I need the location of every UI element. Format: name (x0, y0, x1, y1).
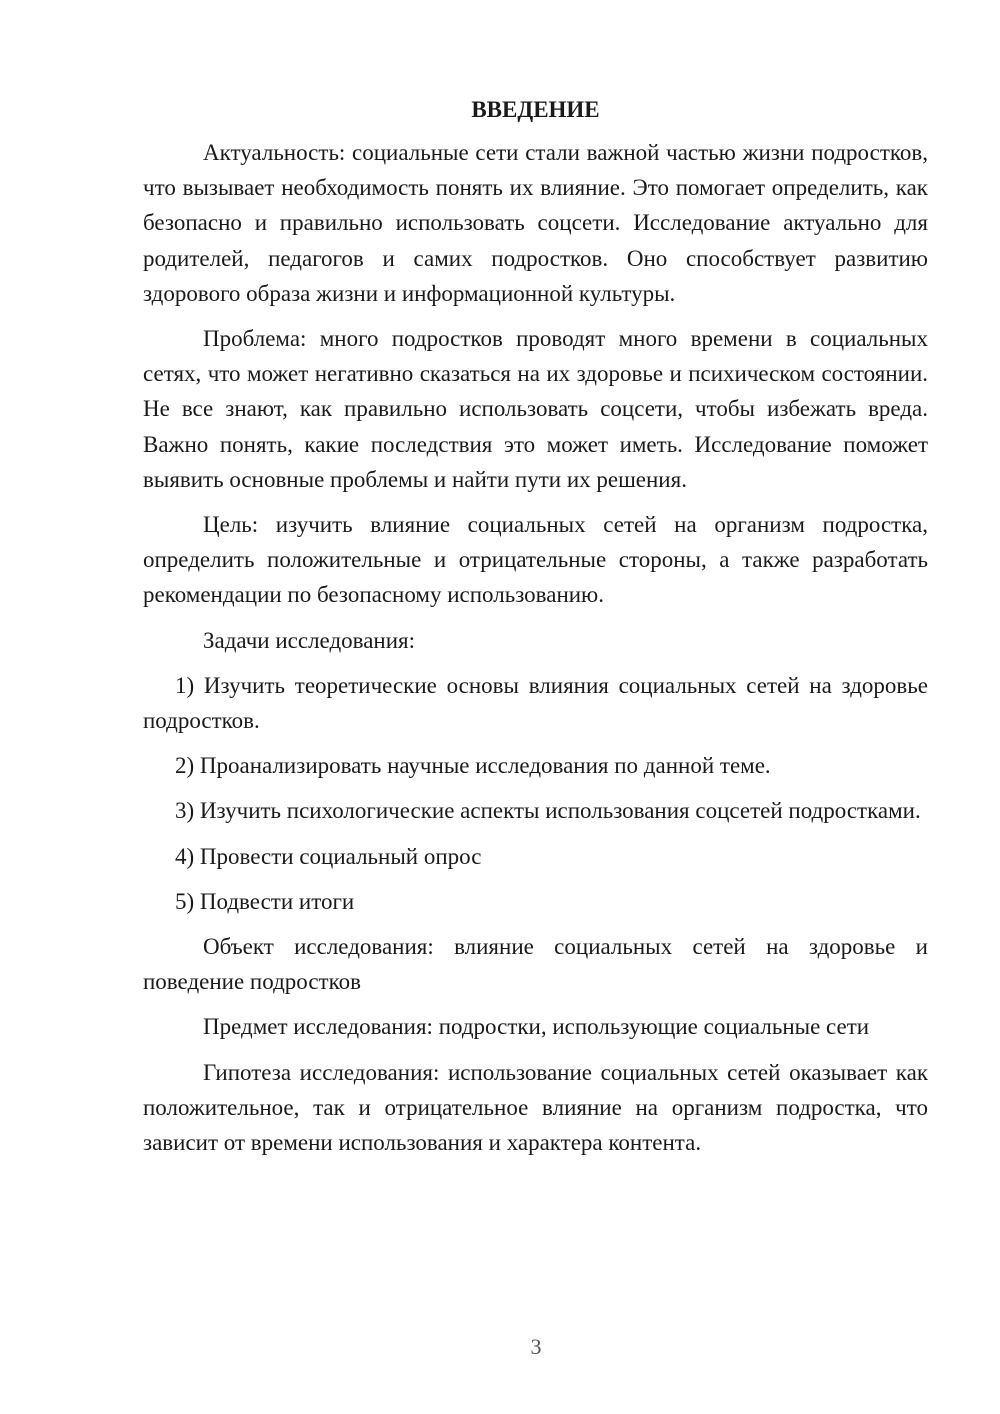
tasks-heading: Задачи исследования: (203, 627, 416, 653)
task-item-2: 2) Проанализировать научные исследования по данной теме. (175, 753, 771, 779)
document-body (143, 92, 928, 1170)
problem-paragraph: Проблема: много подростков проводят много времени в социальных сетях, что может негативно сказаться на их здоровье и психическом состоянии. Не все знают, как правильно использовать соцсети, чтобы избежать вреда. Важно понять, какие последствия это может иметь. Исследование поможет выявить основные проблемы и найти пути их решения. (143, 326, 928, 492)
task-item-3: 3) Изучить психологические аспекты использования соцсетей подростками. (175, 798, 921, 824)
relevance-paragraph: Актуальность: социальные сети стали важной частью жизни подростков, что вызывает необходимость понять их влияние. Это помогает определить, как безопасно и правильно использовать соцсети. Исследование актуально для родителей, педагогов и самих подростков. Оно способствует развитию здорового образа жизни и информационной культуры. (143, 140, 928, 306)
page-number: 3 (530, 1334, 542, 1359)
subject-paragraph: Предмет исследования: подростки, использующие социальные сети (203, 1014, 870, 1040)
hypothesis-paragraph: Гипотеза исследования: использование социальных сетей оказывает как положительное, так и отрицательное влияние на организм подростка, что зависит от времени использования и характера контента. (143, 1059, 928, 1156)
task-item-1: 1) Изучить теоретические основы влияния социальных сетей на здоровье подростков. (143, 672, 928, 734)
goal-paragraph: Цель: изучить влияние социальных сетей на организм подростка, определить положительные и отрицательные стороны, а также разработать рекомендации по безопасному использованию. (143, 512, 928, 608)
task-item-4: 4) Провести социальный опрос (175, 843, 482, 869)
task-item-5: 5) Подвести итоги (175, 888, 355, 914)
object-paragraph: Объект исследования: влияние социальных сетей на здоровье и поведение подростков (143, 934, 928, 995)
page-title: ВВЕДЕНИЕ (471, 97, 600, 122)
